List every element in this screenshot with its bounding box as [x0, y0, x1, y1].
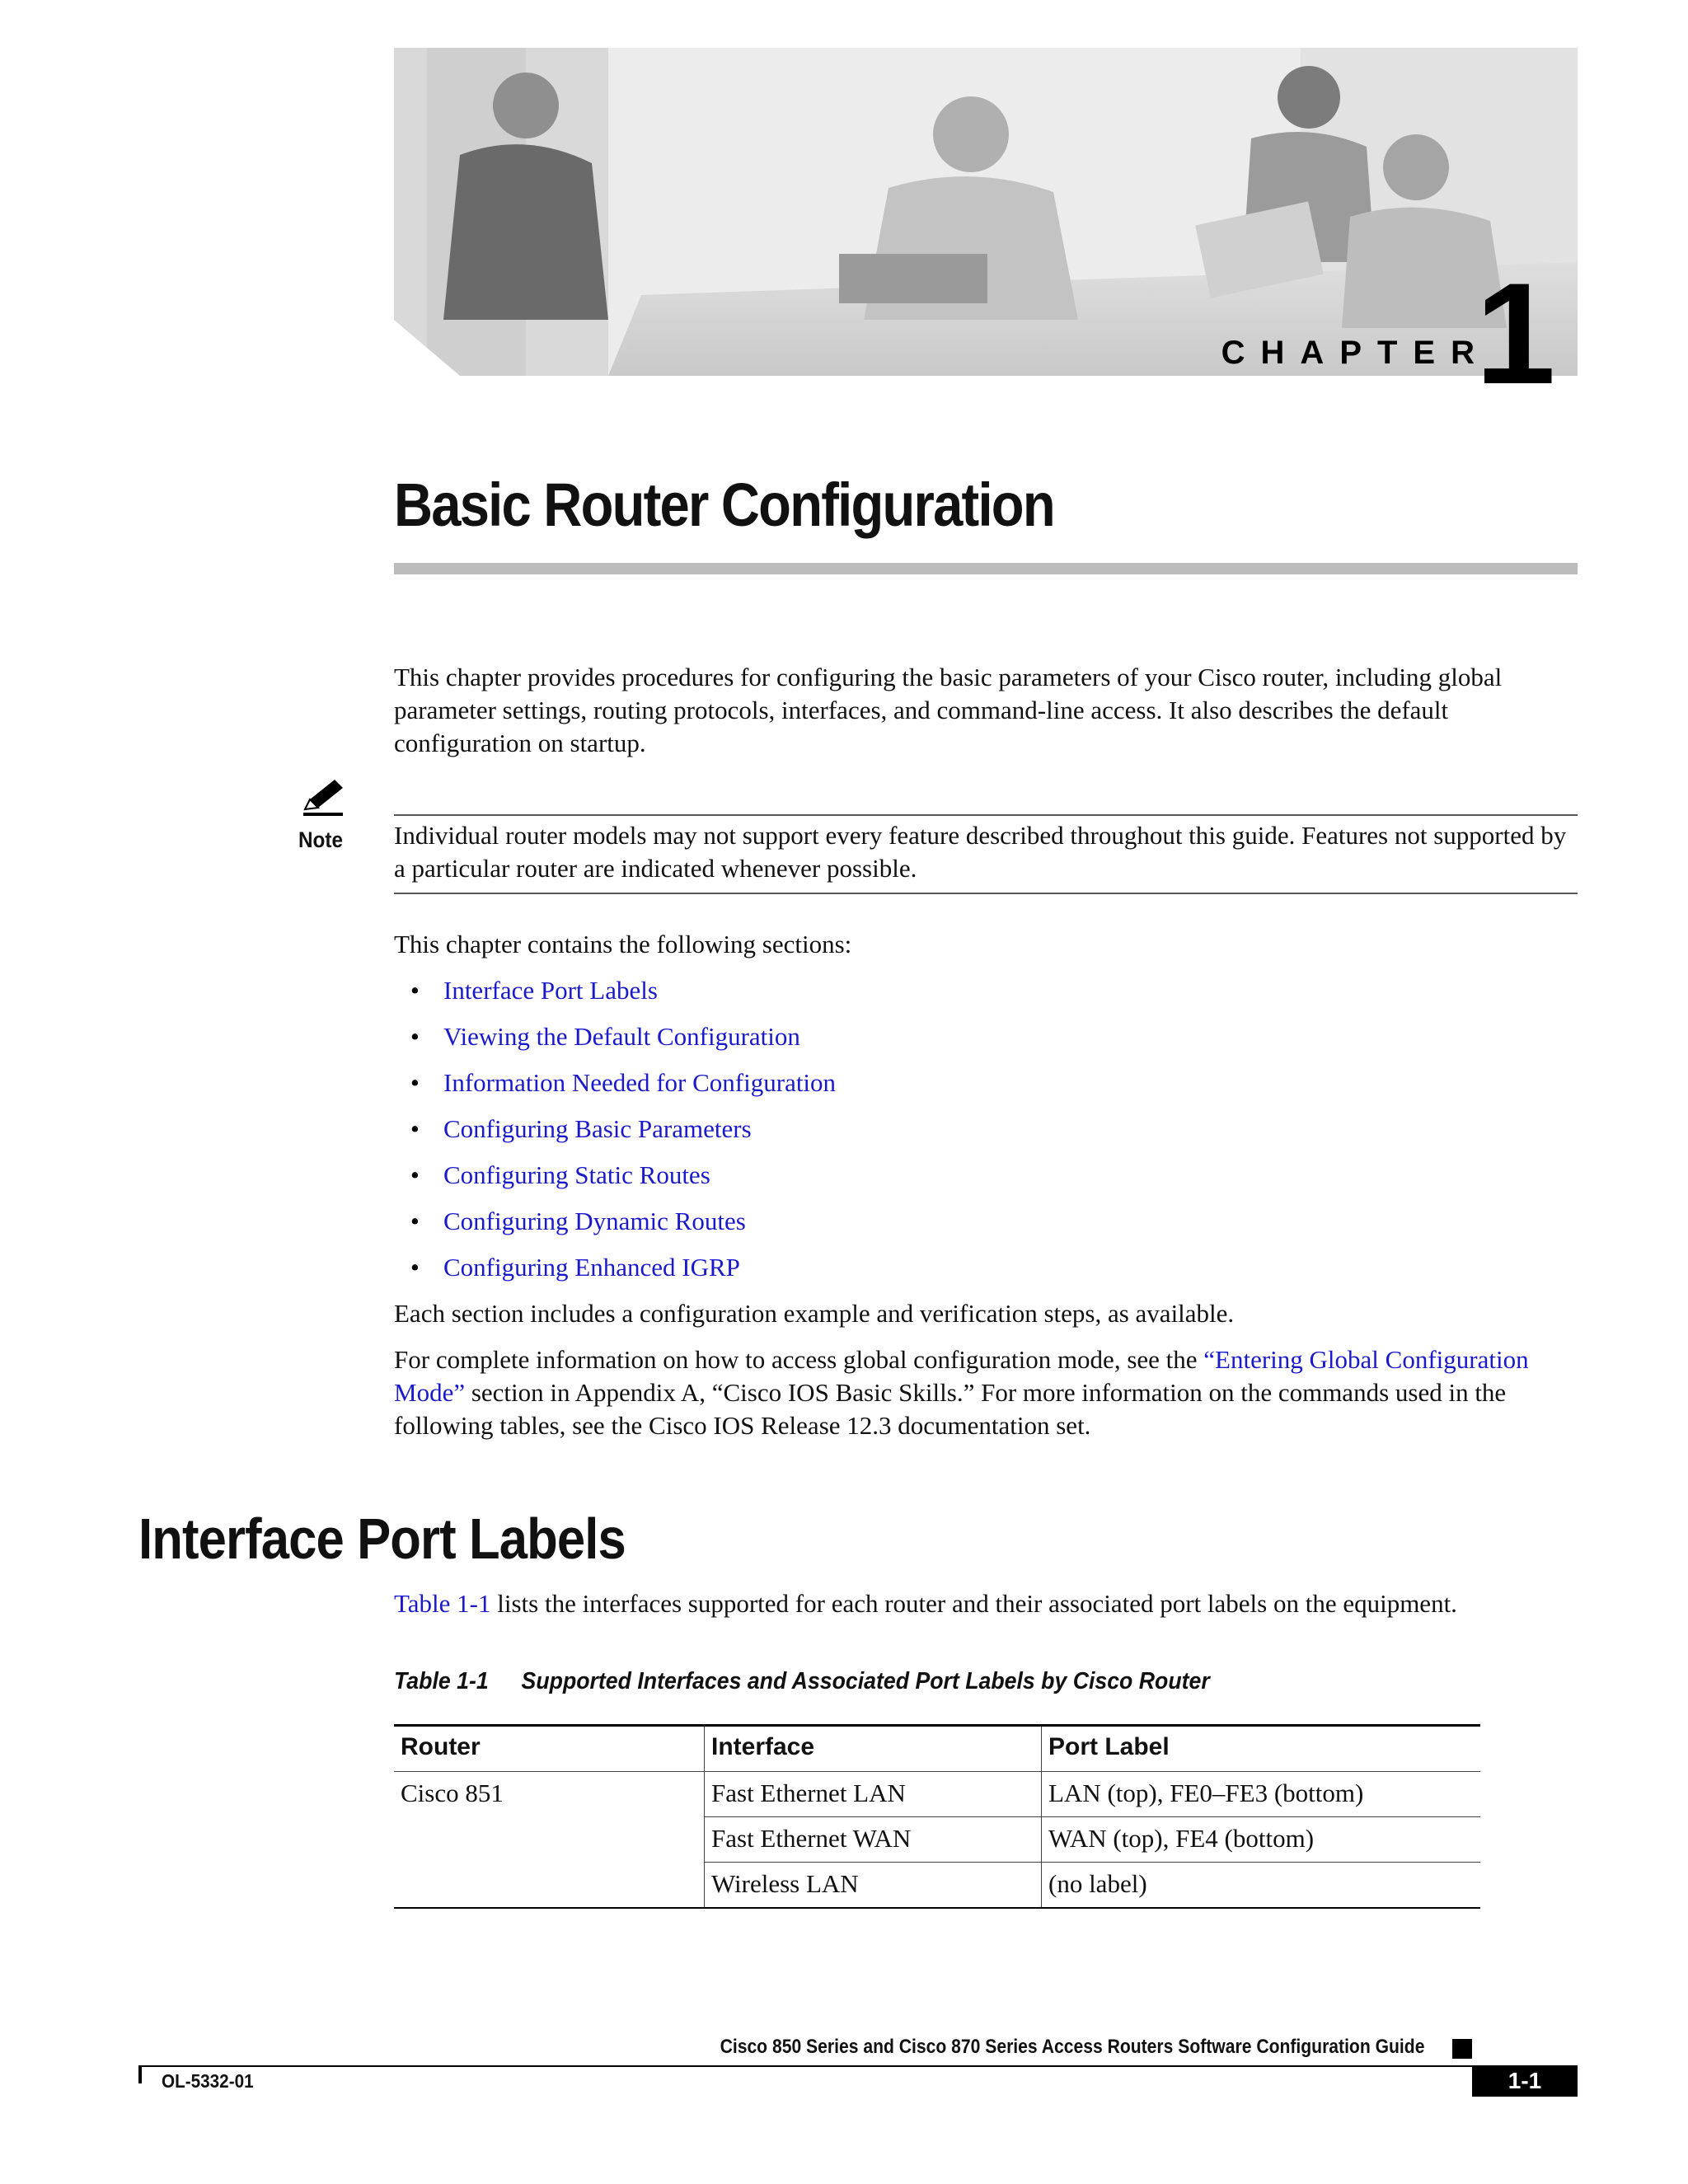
chapter-number: 1: [1475, 254, 1556, 415]
section-link-viewing-default-configuration[interactable]: Viewing the Default Configuration: [443, 1022, 800, 1051]
cell-interface: Wireless LAN: [705, 1863, 1042, 1909]
complete-info-after: section in Appendix A, “Cisco IOS Basic Skills.” For more information on the commands used in the following tables, see the Cisco IOS Release 12.3 documentation set.: [394, 1378, 1507, 1440]
footer-tick: [138, 2065, 142, 2083]
list-item: [394, 1066, 836, 1113]
chapter-word: CHAPTER: [1221, 335, 1490, 371]
complete-info-before: For complete information on how to access global configuration mode, see the: [394, 1345, 1204, 1374]
section-link-configuring-dynamic-routes[interactable]: Configuring Dynamic Routes: [443, 1207, 746, 1235]
bullet: •: [410, 976, 420, 1005]
footer-rule: [138, 2065, 1578, 2067]
section-heading: Interface Port Labels: [138, 1507, 626, 1571]
title-rule: [394, 563, 1578, 574]
pencil-icon: [298, 776, 348, 822]
cell-port-label: WAN (top), FE4 (bottom): [1042, 1817, 1481, 1863]
section-link-interface-port-labels[interactable]: Interface Port Labels: [443, 976, 658, 1005]
header-interface: Interface: [705, 1726, 1042, 1772]
bullet: •: [410, 1160, 420, 1189]
each-section-paragraph: Each section includes a configuration example and verification steps, as available.: [394, 1299, 1235, 1328]
sections-list: [394, 974, 836, 1297]
bullet: •: [410, 1114, 420, 1143]
port-labels-table: [394, 1724, 1480, 1909]
footer-page-number: 1-1: [1472, 2065, 1578, 2097]
section-link-configuring-static-routes[interactable]: Configuring Static Routes: [443, 1160, 710, 1189]
note-text: Individual router models may not support every feature described throughout this guide. Features not supported by a particular router are indicated whenever possible.: [394, 821, 1567, 883]
table-caption-title: Supported Interfaces and Associated Port Labels by Cisco Router: [521, 1668, 1210, 1694]
cell-interface: Fast Ethernet WAN: [705, 1817, 1042, 1863]
section-link-information-needed[interactable]: Information Needed for Configuration: [443, 1068, 837, 1097]
bullet: •: [410, 1022, 420, 1051]
note-label: Note: [298, 827, 343, 852]
intro-paragraph: This chapter provides procedures for configuring the basic parameters of your Cisco router, including global parameter settings, routing protocols, interfaces, and command-line access. It also describes the default configuration on startup.: [394, 663, 1503, 757]
cell-port-label: (no label): [1042, 1863, 1481, 1909]
table-intro-paragraph: [394, 1587, 1581, 1620]
section-link-configuring-basic-parameters[interactable]: Configuring Basic Parameters: [443, 1114, 752, 1143]
list-item: [394, 1159, 836, 1205]
note-top-rule: [394, 814, 1578, 816]
footer-marker: [1452, 2039, 1472, 2059]
banner-photo-illustration: [394, 48, 1578, 376]
bullet: •: [410, 1253, 420, 1282]
footer-doc-number: OL-5332-01: [162, 2070, 254, 2092]
cell-router: Cisco 851: [394, 1772, 705, 1909]
list-item: [394, 1251, 836, 1297]
bullet: •: [410, 1068, 420, 1097]
cell-interface: Fast Ethernet LAN: [705, 1772, 1042, 1817]
table-intro-text: lists the interfaces supported for each router and their associated port labels on the equipment.: [490, 1589, 1457, 1618]
entering-global-config-link[interactable]: “Entering Global Configuration Mode”: [394, 1345, 1529, 1407]
section-link-configuring-enhanced-igrp[interactable]: Configuring Enhanced IGRP: [443, 1253, 740, 1282]
table-caption-number: Table 1-1: [394, 1668, 489, 1694]
footer-guide-title: Cisco 850 Series and Cisco 870 Series Access Routers Software Configuration Guide: [720, 2036, 1424, 2058]
table-caption: [394, 1668, 1210, 1695]
sections-intro: This chapter contains the following sections:: [394, 930, 852, 958]
header-router: Router: [394, 1726, 705, 1772]
header-port-label: Port Label: [1042, 1726, 1481, 1772]
bullet: •: [410, 1207, 420, 1235]
chapter-title: Basic Router Configuration: [394, 471, 1054, 539]
cell-port-label: LAN (top), FE0–FE3 (bottom): [1042, 1772, 1481, 1817]
chapter-banner-photo: [394, 48, 1578, 376]
table-row: [394, 1772, 1480, 1817]
note-bottom-rule: [394, 893, 1578, 894]
complete-info-paragraph: [394, 1343, 1581, 1442]
list-item: [394, 1113, 836, 1159]
list-item: [394, 974, 836, 1020]
list-item: [394, 1205, 836, 1251]
list-item: [394, 1020, 836, 1066]
table-header-row: [394, 1726, 1480, 1772]
table-1-1-link[interactable]: Table 1-1: [394, 1589, 491, 1618]
